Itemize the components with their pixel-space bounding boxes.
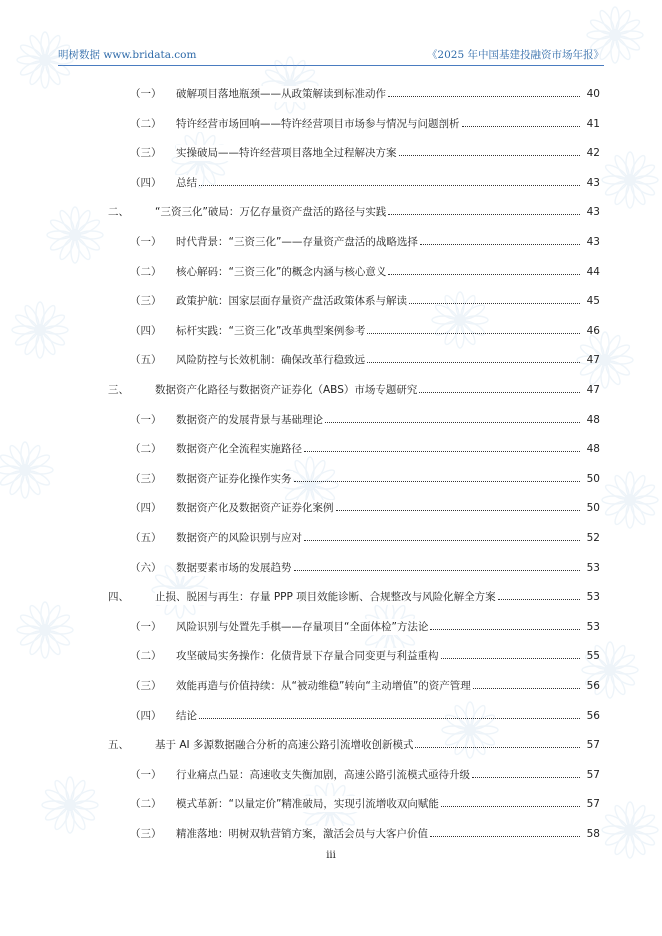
toc-entry-page: 58 — [586, 828, 600, 840]
toc-entry[interactable] — [0, 86, 662, 102]
toc-dot-leader — [472, 777, 580, 778]
toc-entry-page: 40 — [586, 88, 600, 100]
toc-entry-number: （六） — [130, 561, 162, 574]
toc-entry-number: （一） — [130, 620, 162, 633]
toc-dot-leader — [199, 718, 580, 719]
toc-dot-leader — [325, 422, 580, 423]
toc-entry[interactable] — [0, 441, 662, 457]
toc-dot-leader — [473, 688, 580, 689]
toc-entry-title: 基于 AI 多源数据融合分析的高速公路引流增收创新模式 — [155, 739, 414, 752]
toc-dot-leader — [336, 510, 581, 511]
toc-entry-number: （四） — [130, 709, 162, 722]
header-brand: 明树数据 www.bridata.com — [58, 49, 197, 61]
toc-entry-number: （一） — [130, 413, 162, 426]
toc-dot-leader — [441, 806, 580, 807]
toc-dot-leader — [388, 274, 580, 275]
toc-entry-number: 五、 — [108, 739, 129, 752]
toc-entry-page: 42 — [586, 147, 600, 160]
toc-entry-number: （五） — [130, 532, 162, 544]
toc-entry-title: 精准落地：明树双轨营销方案，激活会员与大客户价值 — [176, 828, 428, 840]
toc-entry-title: 特许经营市场回响——特许经营项目市场参与情况与问题剖析 — [176, 117, 460, 130]
toc-entry-page: 50 — [586, 502, 600, 515]
toc-entry-page: 53 — [586, 591, 600, 604]
toc-entry-title: 时代背景：“三资三化”——存量资产盘活的战略选择 — [176, 236, 418, 248]
toc-dot-leader — [304, 451, 580, 452]
toc-entry-page: 47 — [586, 354, 600, 367]
toc-dot-leader — [199, 185, 580, 186]
toc-entry-page: 43 — [586, 176, 600, 189]
toc-dot-leader — [367, 362, 580, 363]
toc-entry-number: （三） — [130, 295, 162, 308]
toc-dot-leader — [430, 629, 580, 630]
toc-entry-title: 效能再造与价值持续：从“被动维稳”转向“主动增值”的资产管理 — [176, 680, 471, 692]
toc-entry-number: 二、 — [108, 206, 129, 219]
toc-entry[interactable] — [0, 737, 662, 753]
toc-entry[interactable] — [0, 796, 662, 812]
toc-entry-title: 数据资产化全流程实施路径 — [176, 443, 302, 456]
toc-entry-title: 破解项目落地瓶颈——从政策解读到标准动作 — [176, 88, 386, 100]
toc-entry[interactable] — [0, 708, 662, 724]
toc-dot-leader — [419, 392, 580, 393]
toc-dot-leader — [415, 747, 580, 748]
toc-entry[interactable] — [0, 589, 662, 605]
toc-entry-title: 标杆实践：“三资三化”改革典型案例参考 — [176, 324, 366, 337]
toc-entry[interactable] — [0, 648, 662, 664]
toc-dot-leader — [498, 599, 580, 600]
toc-entry[interactable] — [0, 293, 662, 309]
toc-entry-number: （四） — [130, 324, 162, 337]
toc-entry[interactable] — [0, 767, 662, 783]
toc-entry-number: （二） — [130, 443, 162, 456]
toc-entry-page: 50 — [586, 472, 600, 485]
toc-entry[interactable] — [0, 116, 662, 132]
toc-entry-number: 三、 — [108, 384, 129, 396]
toc-entry[interactable] — [0, 560, 662, 576]
toc-entry[interactable] — [0, 234, 662, 250]
toc-entry-title: 止损、脱困与再生：存量 PPP 项目效能诊断、合规整改与风险化解全方案 — [155, 591, 496, 604]
toc-entry-title: 数据资产化路径与数据资产证券化（ABS）市场专题研究 — [155, 384, 418, 396]
toc-entry-page: 52 — [586, 532, 600, 544]
toc-entry-number: （二） — [130, 117, 162, 130]
toc-entry-number: （四） — [130, 502, 162, 515]
toc-entry[interactable] — [0, 382, 662, 398]
toc-entry-title: 数据资产的风险识别与应对 — [176, 532, 302, 544]
toc-entry-number: （二） — [130, 265, 162, 278]
toc-dot-leader — [441, 658, 581, 659]
toc-entry-number: （二） — [130, 798, 162, 811]
toc-entry-title: 风险防控与长效机制：确保改革行稳致远 — [176, 354, 365, 367]
toc-entry-title: 数据要素市场的发展趋势 — [176, 561, 292, 574]
toc-dot-leader — [399, 155, 581, 156]
watermark-logo — [260, 55, 320, 115]
toc-entry-page: 47 — [586, 384, 600, 396]
toc-entry-number: 四、 — [108, 591, 129, 604]
toc-entry-title: 模式革新：“以量定价”精准破局，实现引流增收双向赋能 — [176, 798, 439, 811]
toc-dot-leader — [367, 333, 580, 334]
toc-entry-title: 攻坚破局实务操作：化债背景下存量合同变更与利益重构 — [176, 650, 439, 663]
toc-entry-number: （三） — [130, 680, 162, 692]
toc-entry-page: 57 — [586, 768, 600, 781]
toc-entry-number: （三） — [130, 472, 162, 485]
toc-entry-title: 数据资产化及数据资产证券化案例 — [176, 502, 334, 515]
toc-entry-title: 数据资产的发展背景与基础理论 — [176, 413, 323, 426]
toc-dot-leader — [388, 214, 580, 215]
toc-entry-page: 45 — [586, 295, 600, 308]
toc-entry[interactable] — [0, 204, 662, 220]
toc-entry-title: 政策护航：国家层面存量资产盘活政策体系与解读 — [176, 295, 407, 308]
toc-entry-number: （一） — [130, 236, 162, 248]
header-divider — [58, 65, 604, 66]
toc-entry-title: 行业痛点凸显：高速收支失衡加剧，高速公路引流模式亟待升级 — [176, 768, 470, 781]
toc-entry-page: 48 — [586, 443, 600, 456]
toc-entry[interactable] — [0, 412, 662, 428]
toc-entry-page: 55 — [586, 650, 600, 663]
toc-entry-number: （三） — [130, 147, 162, 160]
toc-entry-number: （二） — [130, 650, 162, 663]
toc-dot-leader — [294, 481, 581, 482]
toc-entry-title: “三资三化”破局：万亿存量资产盘活的路径与实践 — [155, 206, 387, 219]
toc-entry-number: （五） — [130, 354, 162, 367]
toc-entry-title: 数据资产证券化操作实务 — [176, 472, 292, 485]
toc-entry-number: （一） — [130, 88, 162, 100]
toc-entry[interactable] — [0, 678, 662, 694]
toc-dot-leader — [304, 540, 580, 541]
toc-entry-title: 总结 — [176, 176, 197, 189]
toc-entry[interactable] — [0, 500, 662, 516]
toc-entry[interactable] — [0, 264, 662, 280]
header-report-title: 《2025 年中国基建投融资市场年报》 — [426, 49, 604, 61]
toc-entry[interactable] — [0, 175, 662, 191]
toc-entry[interactable] — [0, 530, 662, 546]
toc-entry-title: 结论 — [176, 709, 197, 722]
toc-entry-page: 43 — [586, 236, 600, 248]
toc-dot-leader — [462, 126, 581, 127]
page-number: iii — [326, 850, 336, 861]
toc-entry-page: 56 — [586, 680, 600, 692]
toc-entry-page: 57 — [586, 798, 600, 811]
toc-entry-page: 53 — [586, 620, 600, 633]
toc-entry-number: （一） — [130, 768, 162, 781]
toc-dot-leader — [294, 570, 581, 571]
toc-dot-leader — [430, 836, 580, 837]
toc-entry[interactable] — [0, 323, 662, 339]
watermark-logo — [15, 30, 75, 90]
toc-entry[interactable] — [0, 471, 662, 487]
toc-entry-number: （四） — [130, 176, 162, 189]
toc-entry-page: 53 — [586, 561, 600, 574]
toc-entry-page: 48 — [586, 413, 600, 426]
toc-entry-title: 风险识别与处置先手棋——存量项目“全面体检”方法论 — [176, 620, 429, 633]
toc-entry[interactable] — [0, 352, 662, 368]
toc-entry-title: 实操破局——特许经营项目落地全过程解决方案 — [176, 147, 397, 160]
toc-dot-leader — [409, 303, 580, 304]
toc-entry-page: 56 — [586, 709, 600, 722]
toc-entry[interactable] — [0, 826, 662, 842]
toc-entry-page: 44 — [586, 265, 600, 278]
toc-entry[interactable] — [0, 619, 662, 635]
toc-dot-leader — [388, 96, 580, 97]
watermark-logo — [585, 5, 645, 65]
toc-dot-leader — [420, 244, 580, 245]
toc-entry-page: 57 — [586, 739, 600, 752]
toc-entry-page: 46 — [586, 324, 600, 337]
toc-entry-title: 核心解码：“三资三化”的概念内涵与核心意义 — [176, 265, 387, 278]
toc-entry-page: 41 — [586, 117, 600, 130]
toc-entry-page: 43 — [586, 206, 600, 219]
toc-entry[interactable] — [0, 145, 662, 161]
toc-entry-number: （三） — [130, 828, 162, 840]
